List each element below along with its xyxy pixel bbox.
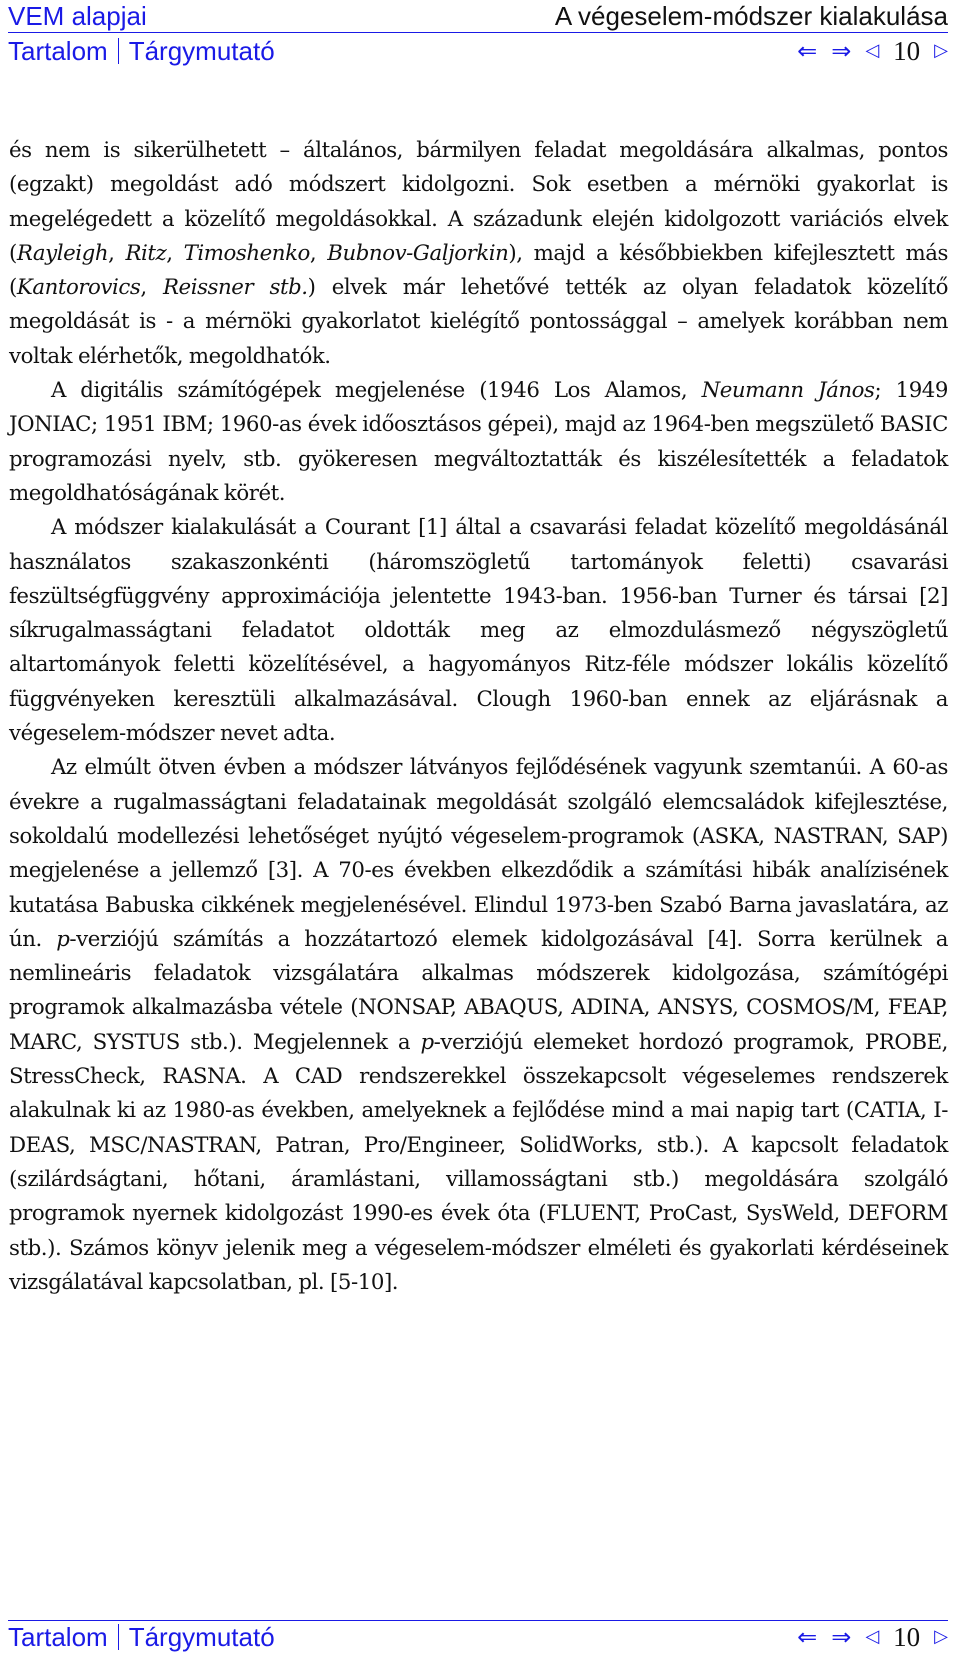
text-run: és nem is sikerülhetett – általános, bármilyen feladat megoldására alkalmas, pontos (egzakt) megoldást adó módszert kidolgozni. Sok esetben a mérnöki gyakorlat is megelégedett a közelítő megoldásokkal. A századunk elején kidolgozott variációs elvek ( — [9, 138, 948, 266]
index-link[interactable]: Tárgymutató — [128, 36, 275, 66]
italic-text-run: Bubnov-Galjorkin — [327, 240, 509, 266]
italic-text-run: Reissner stb. — [162, 275, 308, 301]
paragraph — [9, 374, 948, 511]
back-arrow-icon[interactable]: ⇐ — [797, 1623, 818, 1651]
document-title[interactable]: VEM alapjai — [8, 1, 147, 31]
header-divider — [8, 32, 948, 33]
page-navigation — [797, 1621, 948, 1653]
page-number: 10 — [893, 1622, 921, 1652]
text-run: ) elvek már lehetővé tették az olyan feladatok közelítő megoldását is - a mérnöki gyakorlatot kielégítő pontossággal – amelyek korábban nem voltak elérhetők, megoldhatók. — [9, 275, 949, 369]
paragraph — [9, 751, 948, 1300]
text-run: A digitális számítógépek megjelenése (1946 Los Alamos, — [51, 378, 702, 404]
body-text — [9, 134, 948, 1300]
text-run: , — [108, 240, 126, 266]
page-navigation — [797, 35, 948, 67]
previous-page-icon[interactable]: ◁ — [865, 1626, 880, 1647]
previous-page-icon[interactable]: ◁ — [865, 40, 880, 61]
next-page-icon[interactable]: ▷ — [934, 1626, 948, 1647]
italic-text-run: Timoshenko — [183, 240, 310, 266]
section-title: A végeselem-módszer kialakulása — [554, 1, 948, 31]
text-run: -verziójú elemeket hordozó programok, PROBE, StressCheck, RASNA. A CAD rendszerekkel összekapcsolt végeselemes rendszerek alakulnak ki az 1980-as években, amelyeknek a fejlődése mind a mai napig tart (CATIA, I-DEAS, MSC/NASTRAN, Patran, Pro/Engineer, SolidWorks, stb.). A kapcsolt feladatok (szilárdságtani, hőtani, áramlástani, villamosságtani stb.) megoldására szolgáló programok nyernek kidolgozást 1990-es évek óta (FLUENT, ProCast, SysWeld, DEFORM stb.). Számos könyv jelenik meg a végeselem-módszer elméleti és gyakorlati kérdéseinek vizsgálatával kapcsolatban, pl. [5-10]. — [9, 1029, 948, 1295]
text-run: ), majd a későbbiekben kifejlesztett más ( — [9, 240, 949, 301]
contents-link[interactable]: Tartalom — [8, 1622, 108, 1652]
paragraph — [9, 134, 948, 374]
text-run: ; 1949 JONIAC; 1951 IBM; 1960-as évek időosztásos gépei), majd az 1964-ben megszülető BASIC programozási nyelv, stb. gyökeresen megváltoztatták és kiszélesítették a feladatok megoldhatóságának körét. — [9, 378, 949, 506]
header-links — [8, 35, 275, 67]
forward-arrow-icon[interactable]: ⇒ — [831, 1623, 852, 1651]
text-run: Az elmúlt ötven évben a módszer látványos fejlődésének vagyunk szemtanúi. A 60-as évekre a rugalmasságtani feladatainak megoldását szolgáló elemcsaládok kifejlesztése, sokoldalú modellezési lehetőséget nyújtó végeselem-programok (ASKA, NASTRAN, SAP) megjelenése a jellemző [3]. A 70-es években elkezdődik a számítási hibák analízisének kutatása Babuska cikkének megjelenésével. Elindul 1973-ben Szabó Barna javaslatára, az ún. — [9, 755, 948, 952]
text-run: , — [140, 275, 163, 301]
italic-text-run: p — [420, 1029, 434, 1055]
page-footer — [8, 1620, 948, 1653]
back-arrow-icon[interactable]: ⇐ — [797, 37, 818, 65]
italic-text-run: p — [56, 926, 70, 952]
text-run: , — [309, 240, 328, 266]
footer-nav-row — [8, 1621, 948, 1653]
header-nav-row — [8, 35, 948, 67]
index-link[interactable]: Tárgymutató — [128, 1622, 275, 1652]
forward-arrow-icon[interactable]: ⇒ — [831, 37, 852, 65]
italic-text-run: Kantorovics — [16, 275, 141, 301]
italic-text-run: Neumann János — [701, 378, 875, 404]
page-header — [8, 0, 948, 67]
header-title-row — [8, 0, 948, 32]
footer-links — [8, 1621, 275, 1653]
text-run: -verziójú számítás a hozzátartozó elemek kidolgozásával [4]. Sorra kerülnek a nemlineáris feladatok vizsgálatára alkalmas módszerek kidolgozása, számítógépi programok alkalmazásba vétele (NONSAP, ABAQUS, ADINA, ANSYS, COSMOS/M, FEAP, MARC, SYSTUS stb.). Megjelennek a — [9, 926, 949, 1055]
paragraph — [9, 511, 948, 751]
italic-text-run: Ritz — [125, 240, 167, 266]
contents-link[interactable]: Tartalom — [8, 36, 108, 66]
italic-text-run: Rayleigh — [16, 240, 109, 266]
link-separator — [118, 38, 119, 64]
page-number: 10 — [893, 36, 921, 66]
text-run: A módszer kialakulását a Courant [1] által a csavarási feladat közelítő megoldásánál használatos szakaszonkénti (háromszögletű tartományok feletti) csavarási feszültségfüggvény approximációja jelentette 1943-ban. 1956-ban Turner és társai [2] síkrugalmasságtani feladatot oldották meg az elmozdulásmező négyszögletű altartományok feletti közelítésével, a hagyományos Ritz-féle módszer lokális közelítő függvényeken keresztüli alkalmazásával. Clough 1960-ban ennek az eljárásnak a végeselem-módszer nevet adta. — [9, 515, 948, 747]
text-run: , — [166, 240, 184, 266]
link-separator — [118, 1624, 119, 1650]
next-page-icon[interactable]: ▷ — [934, 40, 948, 61]
